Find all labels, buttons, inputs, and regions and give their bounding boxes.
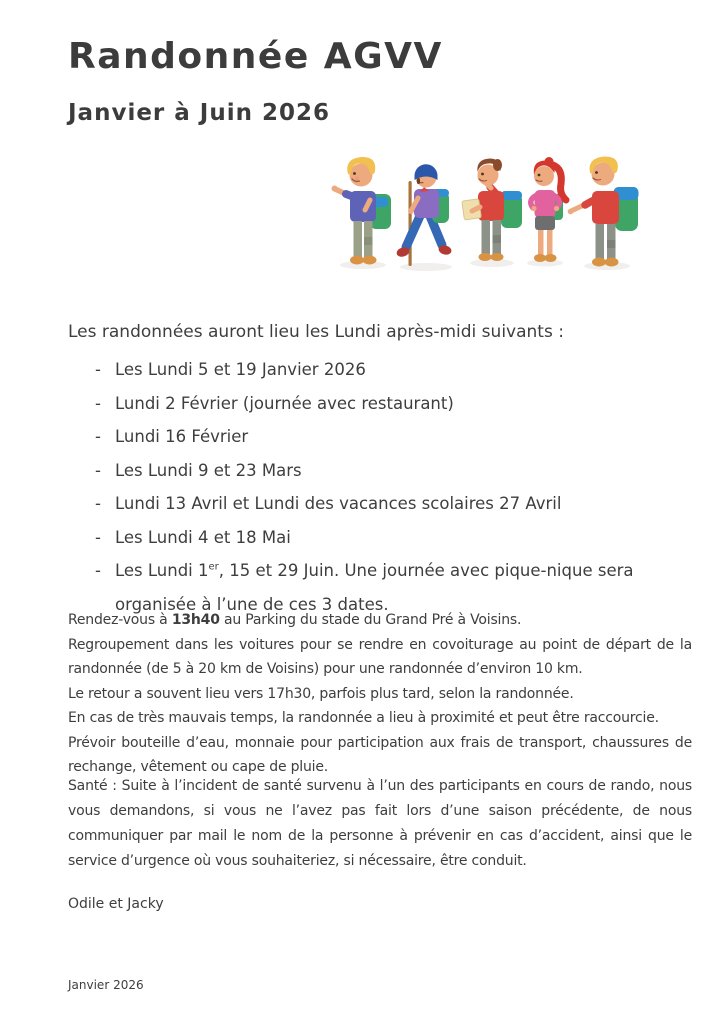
june-item-prefix: Les Lundi 1 (115, 561, 209, 580)
health-notice: Santé : Suite à l’incident de santé survenu à l’un des participants en cours de rando, nous vous demandons, si vous ne l’avez pas fait lors d’une saison précédente, de nous communiquer par mail le nom de la personne à prévenir en cas d’accident, ainsi que le service d’urgence où vous souhaiteriez, si nécessaire, être conduit. (68, 778, 692, 869)
schedule-item-text: Lundi 2 Février (journée avec restaurant) (115, 393, 454, 413)
schedule-item (95, 454, 694, 488)
schedule-intro: Les randonnées auront lieu les Lundi après-midi suivants : (68, 322, 564, 342)
schedule-item-text: Lundi 13 Avril et Lundi des vacances scolaires 27 Avril (115, 494, 562, 513)
rendezvous-suffix: au Parking du stade du Grand Pré à Voisins. (219, 612, 522, 628)
rendezvous-prefix: Rendez-vous à (68, 612, 172, 628)
schedule-section (68, 318, 694, 621)
schedule-item-text: Les Lundi 5 et 19 Janvier 2026 (115, 360, 366, 379)
dash-bullet: - (95, 393, 101, 413)
dash-bullet: - (95, 360, 101, 379)
ordinal-superscript: er (208, 561, 219, 573)
june-item-rest: , 15 et 29 Juin. Une journée avec pique-nique sera organisée à l’une de ces 3 dates. (115, 561, 634, 614)
footer-date: Janvier 2026 (68, 978, 144, 992)
hikers-illustration (330, 150, 650, 280)
schedule-item (95, 487, 694, 521)
dash-bullet: - (95, 561, 101, 580)
hikers-illustration-wrap (330, 150, 650, 280)
rendezvous-line (68, 608, 692, 633)
logistics-section (68, 608, 692, 780)
signature: Odile et Jacky (68, 896, 164, 912)
page-title: Randonnée AGVV (68, 36, 443, 77)
schedule-item-text: Lundi 16 Février (115, 427, 249, 446)
page-subtitle: Janvier à Juin 2026 (68, 100, 331, 126)
dash-bullet: - (95, 427, 101, 446)
schedule-item-text: Les Lundi 9 et 23 Mars (115, 460, 302, 480)
dash-bullet: - (95, 460, 101, 480)
carpool-line: Regroupement dans les voitures pour se rendre en covoiturage au point de départ de la randonnée (de 5 à 20 km de Voisins) pour une randonnée d’environ 10 km. (68, 636, 692, 677)
schedule-list (95, 353, 694, 621)
dash-bullet: - (95, 494, 101, 513)
dash-bullet: - (95, 527, 101, 547)
gear-line: Prévoir bouteille d’eau, monnaie pour participation aux frais de transport, chaussures de rechange, vêtement ou cape de pluie. (68, 734, 692, 775)
schedule-item (95, 353, 694, 387)
weather-line: En cas de très mauvais temps, la randonnée a lieu à proximité et peut être raccourcie. (68, 710, 659, 726)
rendezvous-time: 13h40 (171, 612, 220, 628)
schedule-item (95, 420, 694, 454)
schedule-item (95, 387, 694, 421)
schedule-item-text: Les Lundi 4 et 18 Mai (115, 527, 291, 547)
return-line: Le retour a souvent lieu vers 17h30, parfois plus tard, selon la randonnée. (68, 685, 574, 702)
schedule-item (95, 521, 694, 555)
